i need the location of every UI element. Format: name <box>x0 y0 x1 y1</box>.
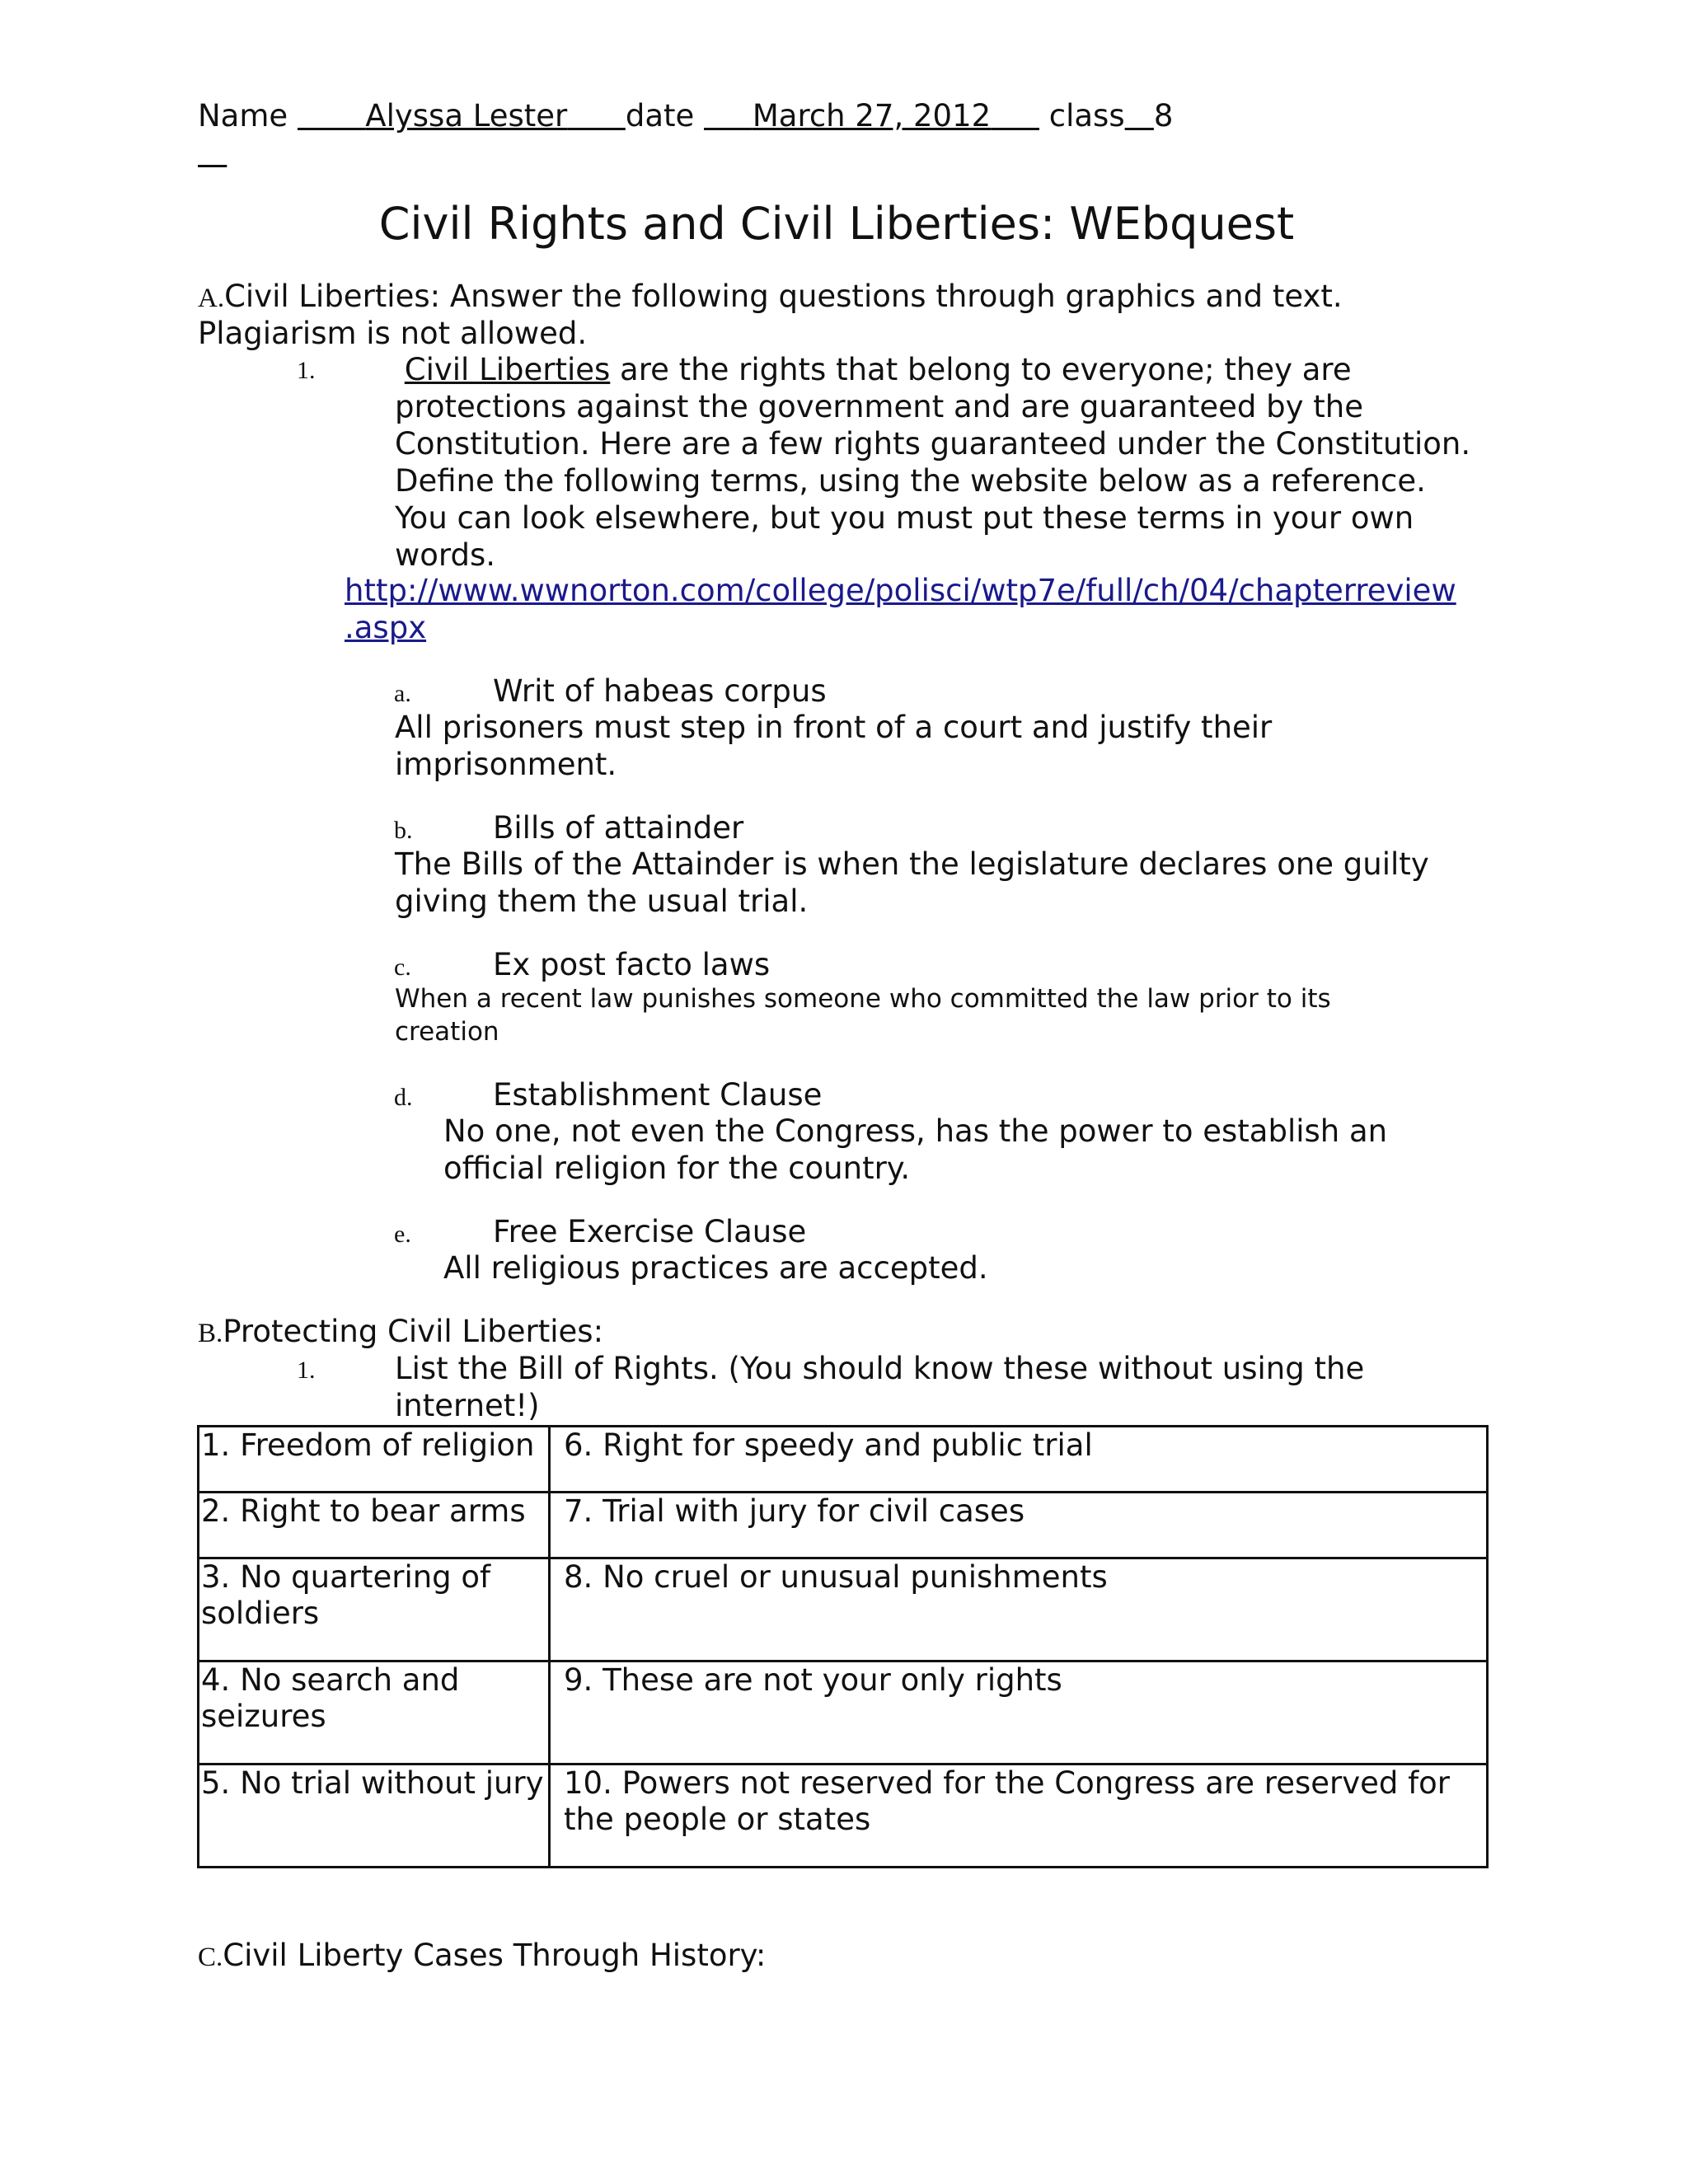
bill-of-rights-table <box>197 1425 1489 1868</box>
section-a-item1-marker: 1. <box>297 357 316 384</box>
section-c-marker: C. <box>198 1943 223 1972</box>
term-b-answer-line1: The Bills of the Attainder is when the legislature declares one guilty <box>395 846 1429 882</box>
section-b-item1-line1: List the Bill of Rights. (You should know these without using the <box>395 1351 1365 1386</box>
date-value: March 27, 2012 <box>752 98 992 134</box>
item1-line3: Constitution. Here are a few rights guaranteed under the Constitution. <box>395 426 1471 462</box>
term-e-label: Free Exercise Clause <box>493 1214 807 1249</box>
table-row <box>199 1558 1488 1661</box>
term-d-answer-line2: official religion for the country. <box>443 1151 911 1186</box>
section-a-heading <box>198 278 1343 317</box>
table-row <box>199 1661 1488 1765</box>
table-row <box>199 1765 1488 1868</box>
section-a-item1-text <box>395 351 1470 574</box>
term-b-answer <box>395 846 1429 920</box>
term-e-marker: e. <box>394 1221 411 1248</box>
term-d-marker: d. <box>394 1084 413 1111</box>
term-b-marker: b. <box>394 817 413 844</box>
term-a-label: Writ of habeas corpus <box>493 673 827 709</box>
term-d-answer-line1: No one, not even the Congress, has the power to establish an <box>443 1113 1388 1149</box>
section-b-item1-line2: internet!) <box>395 1388 540 1423</box>
term-a-answer-line1: All prisoners must step in front of a court and justify their <box>395 710 1273 745</box>
section-a-heading-line2: Plagiarism is not allowed. <box>198 316 588 351</box>
section-a-marker: A. <box>198 284 225 313</box>
term-b-label: Bills of attainder <box>493 810 744 846</box>
date-field[interactable] <box>704 98 1039 134</box>
table-cell[interactable]: 5. No trial without jury <box>199 1765 550 1868</box>
item1-line5: You can look elsewhere, but you must put these terms in your own <box>395 500 1414 536</box>
section-c-heading-text: Civil Liberty Cases Through History: <box>223 1938 767 1973</box>
table-cell[interactable]: 7. Trial with jury for civil cases <box>550 1493 1488 1558</box>
class-field-continuation <box>198 134 227 171</box>
reference-link-line2[interactable]: .aspx <box>345 610 427 645</box>
table-cell[interactable]: 4. No search and seizures <box>199 1661 550 1765</box>
header-line <box>198 97 1173 134</box>
term-c-answer-line2: creation <box>395 1017 499 1047</box>
section-b-heading-text: Protecting Civil Liberties: <box>223 1314 604 1349</box>
section-b-item1-marker: 1. <box>297 1357 316 1384</box>
civil-liberties-term: Civil Liberties <box>404 352 611 387</box>
name-field[interactable] <box>298 98 626 134</box>
table-cell[interactable]: 1. Freedom of religion <box>199 1427 550 1493</box>
reference-link-line1[interactable]: http://www.wwnorton.com/college/polisci/wtp7e/full/ch/04/chapterreview <box>345 573 1456 608</box>
item1-line6: words. <box>395 537 495 573</box>
date-label: date <box>625 98 695 134</box>
table-row <box>199 1493 1488 1558</box>
item1-line1: are the rights that belong to everyone; they are <box>610 352 1352 387</box>
term-e-answer-line1: All religious practices are accepted. <box>443 1250 988 1286</box>
name-label: Name <box>198 98 288 134</box>
term-a-marker: a. <box>394 680 411 707</box>
term-a-answer-line2: imprisonment. <box>395 747 617 782</box>
class-label: class <box>1048 98 1125 134</box>
section-a-heading-line1: Civil Liberties: Answer the following questions through graphics and text. <box>224 279 1343 314</box>
table-row <box>199 1427 1488 1493</box>
section-c-heading <box>198 1937 766 1976</box>
item1-line4: Define the following terms, using the website below as a reference. <box>395 463 1426 499</box>
term-c-label: Ex post facto laws <box>493 947 771 982</box>
reference-link[interactable] <box>345 572 1456 646</box>
section-b-marker: B. <box>198 1319 223 1348</box>
term-a-answer <box>395 709 1272 783</box>
table-cell[interactable]: 9. These are not your only rights <box>550 1661 1488 1765</box>
class-value: 8 <box>1153 98 1174 134</box>
term-d-label: Establishment Clause <box>493 1077 823 1113</box>
table-cell[interactable]: 8. No cruel or unusual punishments <box>550 1558 1488 1661</box>
item1-line2: protections against the government and are guaranteed by the <box>395 389 1364 424</box>
name-value: Alyssa Lester <box>365 98 568 134</box>
page-title: Civil Rights and Civil Liberties: WEbquest <box>378 198 1295 250</box>
term-b-answer-line2: giving them the usual trial. <box>395 883 809 919</box>
term-c-answer-line1: When a recent law punishes someone who committed the law prior to its <box>395 984 1331 1014</box>
section-b-item1-text <box>395 1350 1364 1424</box>
class-field[interactable] <box>1125 98 1154 134</box>
table-cell[interactable]: 2. Right to bear arms <box>199 1493 550 1558</box>
table-cell[interactable]: 3. No quartering of soldiers <box>199 1558 550 1661</box>
term-c-answer <box>395 982 1331 1048</box>
table-cell[interactable]: 10. Powers not reserved for the Congress are reserved for the people or states <box>550 1765 1488 1868</box>
term-d-answer <box>443 1113 1387 1187</box>
term-c-marker: c. <box>394 954 411 981</box>
section-b-heading <box>198 1313 603 1352</box>
table-cell[interactable]: 6. Right for speedy and public trial <box>550 1427 1488 1493</box>
